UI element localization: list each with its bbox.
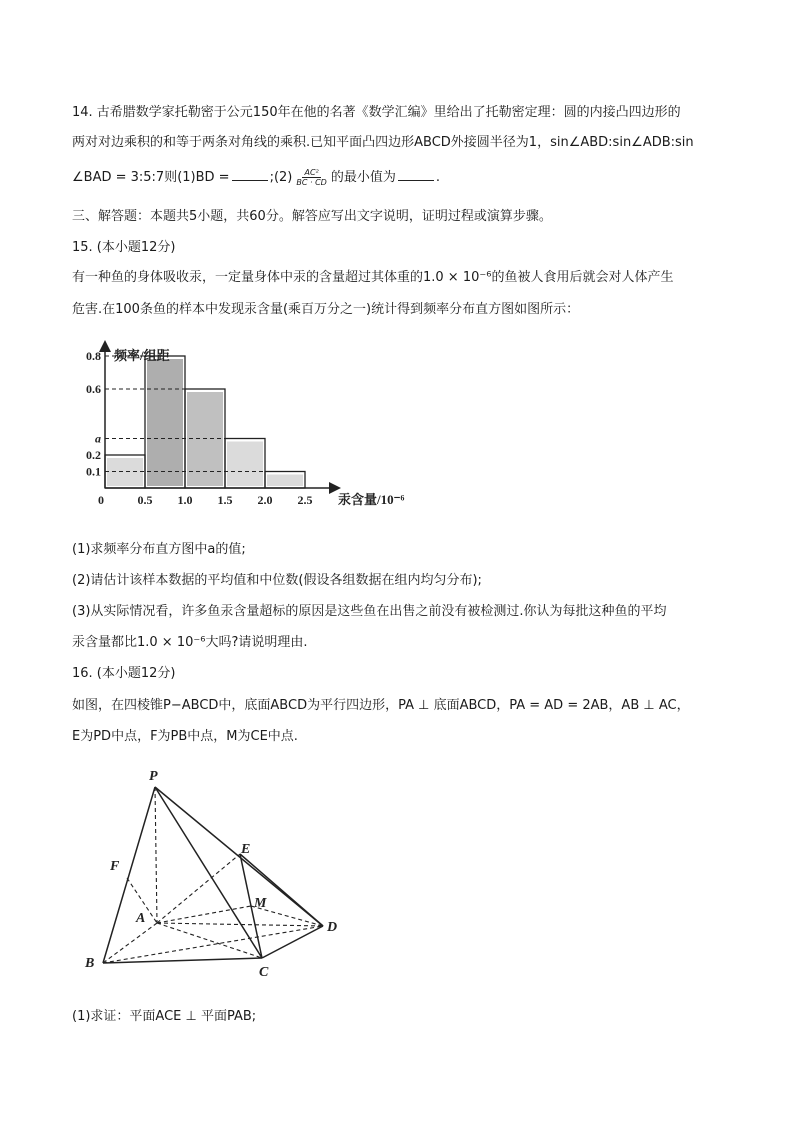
x-axis-label: 汞含量/10⁻⁶: [338, 492, 405, 507]
q14-part2: ;(2): [269, 170, 293, 185]
segment-AE: [157, 854, 240, 923]
x-tick-label-5: 2.5: [297, 493, 313, 507]
q14-part1: ∠BAD = 3:5:7则(1)BD =: [72, 170, 230, 185]
label-M: M: [254, 896, 267, 911]
q15-para-2: 危害.在100条鱼的样本中发现汞含量(乘百万分之一)统计得到频率分布直方图如图所示：: [72, 302, 580, 317]
q14-line-3: [72, 168, 440, 188]
histogram: [80, 340, 420, 520]
q16-sub-1: (1)求证：平面ACE ⊥ 平面PAB;: [72, 1009, 257, 1024]
q15-sub-1: (1)求频率分布直方图中a的值;: [72, 542, 246, 557]
label-A: A: [136, 911, 146, 926]
label-C: C: [259, 965, 269, 980]
q15-sub-4: 汞含量都比1.0 × 10⁻⁶大吗?请说明理由.: [72, 635, 308, 650]
q16-para-1: 如图，在四棱锥P−ABCD中，底面ABCD为平行四边形，PA ⊥ 底面ABCD，PA = AD = 2AB，AB ⊥ AC，: [72, 698, 690, 713]
label-E: E: [241, 842, 251, 857]
bar-shade-1: [147, 359, 183, 486]
edge-PB: [103, 787, 155, 963]
y-tick-label-2: 0.6: [86, 382, 101, 396]
y-tick-label-4: 0.1: [86, 464, 101, 479]
q15-sub-3: (3)从实际情况看，许多鱼汞含量超标的原因是这些鱼在出售之前没有被检测过.你认为每批这种鱼的平均: [72, 604, 667, 619]
answer-blank-1: [232, 168, 268, 181]
fraction-denominator: BC · CD: [296, 178, 327, 187]
edge-PA: [155, 787, 157, 923]
edge-AC: [157, 923, 262, 958]
q14-part4: .: [435, 170, 440, 185]
q15-para-1: 有一种鱼的身体吸收汞，一定量身体中汞的含量超过其体重的1.0 × 10⁻⁶的鱼被人食用后就会对人体产生: [72, 270, 674, 285]
x-tick-label-3: 1.5: [217, 493, 233, 507]
q16-header: 16. (本小题12分): [72, 666, 176, 681]
y-tick-label-1: 0.8: [86, 349, 101, 363]
y-tick-label-0: 0.2: [86, 448, 101, 462]
x-tick-label-1: 0.5: [137, 493, 153, 507]
x-tick-label-4: 2.0: [257, 493, 273, 507]
q14-line-1: 14. 古希腊数学家托勒密于公元150年在他的名著《数学汇编》里给出了托勒密定理：圆的内接凸四边形的: [72, 105, 681, 120]
y-axis-label: 频率/组距: [114, 348, 170, 363]
label-B: B: [85, 956, 95, 971]
pyramid-figure: [70, 760, 350, 990]
x-tick-label-2: 1.0: [177, 493, 193, 507]
answer-blank-2: [398, 168, 434, 181]
segment-AM: [157, 906, 251, 923]
edge-PD: [155, 787, 323, 926]
bar-shade-4: [267, 475, 303, 487]
x-tick-label-0: 0: [98, 493, 104, 507]
fraction-numerator: AC²: [304, 168, 319, 177]
label-P: P: [149, 769, 158, 784]
diagonal-BD: [103, 926, 323, 963]
q15-header: 15. (本小题12分): [72, 240, 176, 255]
section-three-header: 三、解答题：本题共5小题，共60分。解答应写出文字说明，证明过程或演算步骤。: [72, 209, 552, 224]
bar-shade-3: [227, 442, 263, 487]
y-tick-label-3: a: [95, 431, 101, 446]
edge-PC: [155, 787, 262, 958]
label-D: D: [327, 920, 338, 935]
edge-AB: [103, 923, 157, 963]
q14-part3: 的最小值为: [330, 170, 396, 185]
q16-para-2: E为PD中点，F为PB中点，M为CE中点.: [72, 729, 298, 744]
q15-sub-2: (2)请估计该样本数据的平均值和中位数(假设各组数据在组内均匀分布);: [72, 573, 482, 588]
q14-line-2: 两对对边乘积的和等于两条对角线的乘积.已知平面凸四边形ABCD外接圆半径为1，sin∠ABD:sin∠ADB:sin: [72, 135, 694, 150]
label-F: F: [110, 859, 120, 874]
fraction: [294, 168, 328, 187]
